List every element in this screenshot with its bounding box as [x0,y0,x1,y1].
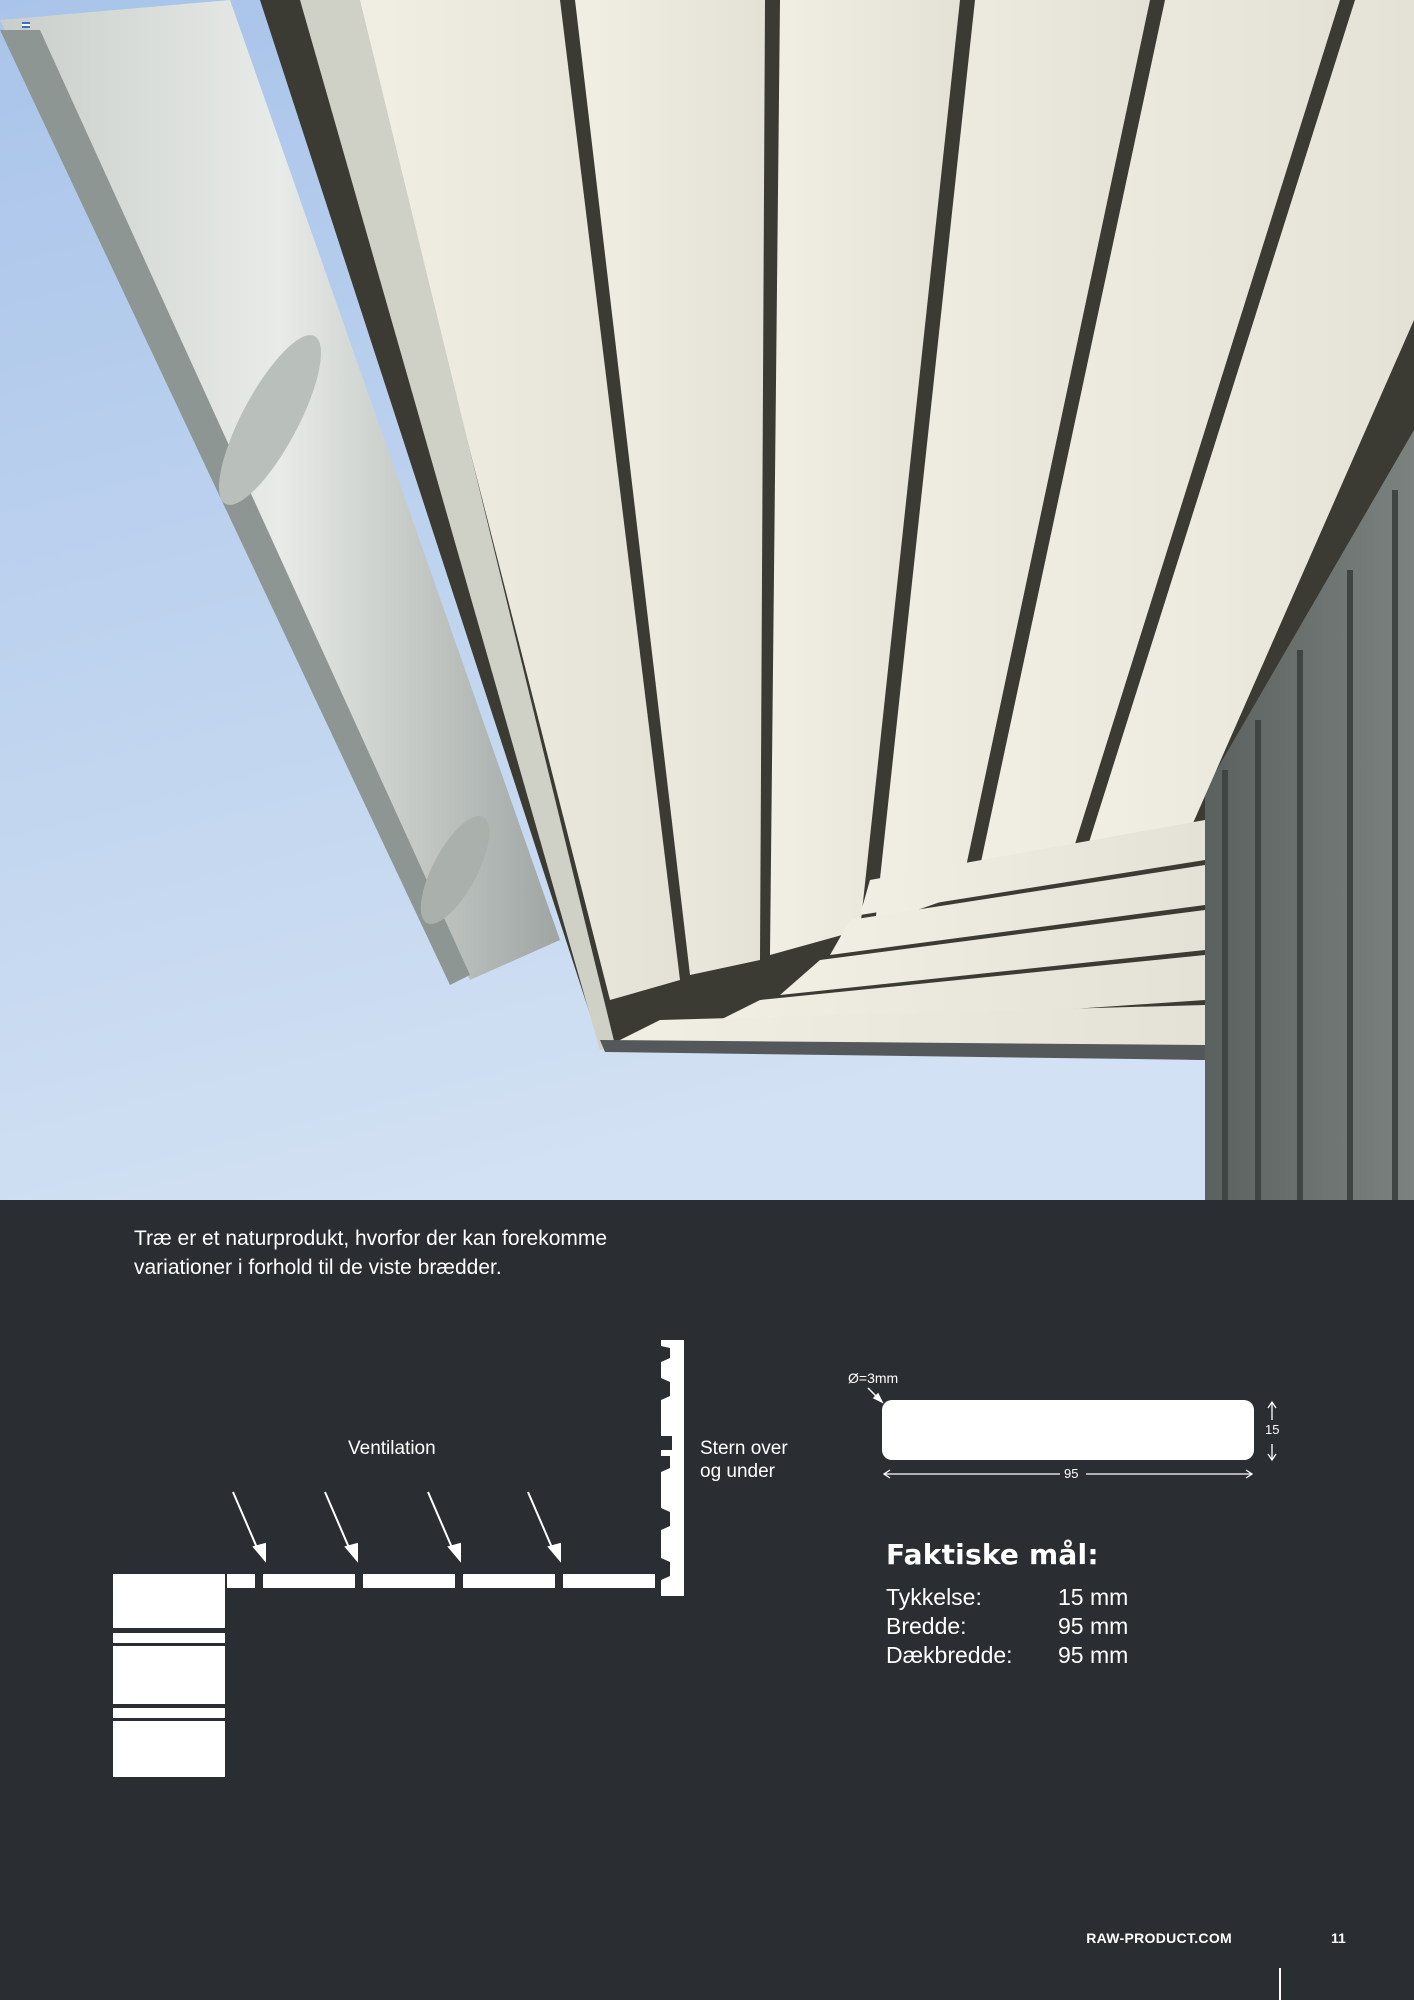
ventilation-label: Ventilation [348,1438,436,1459]
profile-board [882,1400,1254,1460]
hole-arrow [868,1388,882,1402]
spec-key: Dækbredde: [886,1642,1013,1668]
wall-boards [113,1574,225,1777]
width-label: 95 [1064,1466,1079,1481]
info-panel [0,1200,1414,2000]
soffit-boards [227,1574,655,1588]
installation-diagram [0,1200,1414,2000]
spec-value: 15 mm [1058,1584,1129,1610]
fascia-label-line: og under [700,1461,776,1482]
fascia-label [700,1437,788,1483]
spec-key: Bredde: [886,1613,967,1639]
ventilation-arrows [233,1492,560,1560]
specs-title: Faktiske mål: [886,1538,1099,1571]
specs-block [886,1538,1128,1670]
spec-row [886,1583,1128,1612]
spec-value: 95 mm [1058,1642,1129,1668]
footer-divider [1279,1968,1281,2000]
spec-row [886,1641,1128,1670]
intro-line: Træ er et naturprodukt, hvorfor der kan forekomme [134,1227,608,1250]
spec-value: 95 mm [1058,1613,1129,1639]
height-label: 15 [1265,1422,1280,1437]
fascia-label-line: Stern over [700,1438,788,1459]
footer-website: RAW-PRODUCT.COM [1086,1930,1232,1946]
fascia-board [661,1340,684,1596]
intro-line: variationer i forhold til de viste brædder. [134,1256,502,1279]
page-number: 11 [1331,1930,1346,1946]
hole-label: Ø=3mm [848,1370,899,1386]
spec-row [886,1612,1128,1641]
flag-icon [22,22,30,28]
spec-key: Tykkelse: [886,1584,982,1610]
